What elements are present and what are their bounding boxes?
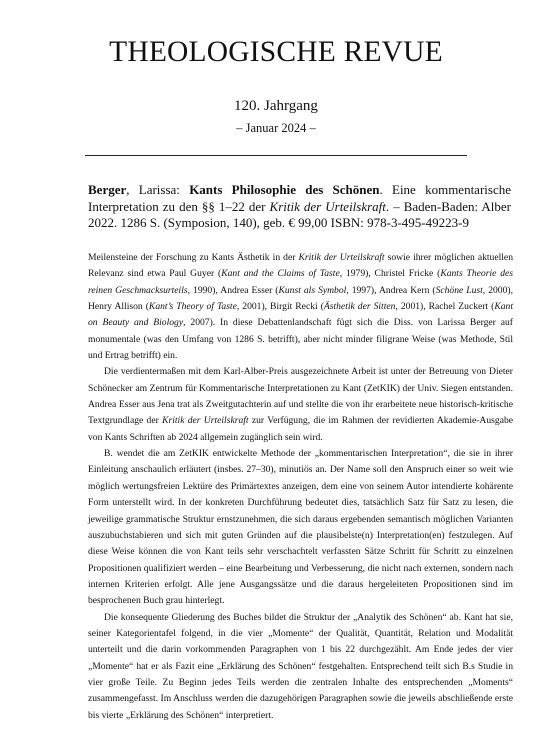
paragraph-3	[88, 446, 513, 609]
text-run: Die verdientermaßen mit dem Karl-Alber-Preis ausgezeichnete Arbeit ist unter der Betreuung von Dieter Schönecker am Zentrum für Kommentarische Interpretationen zu Kant (ZetKIK) der Univ. Siegen entstanden. Andrea Esser aus Jena trat als Zweitgutachterin auf und stellte die von ihr erarbeitete neue historisch-kritische Textgrundlage der	[88, 366, 513, 427]
italic-run: Kant on Beauty and Biology	[88, 301, 513, 329]
paragraph-4	[88, 610, 513, 724]
issue-label: – Januar 2024 –	[236, 121, 316, 135]
italic-run: Kant’s Theory of Taste	[148, 301, 237, 313]
text-run: Meilensteine der Forschung zu Kants Ästhetik in der	[88, 252, 299, 263]
paragraph-2	[88, 364, 513, 446]
book-subtitle: . Eine kommentarische Interpretation zu den §§ 1–22 der	[88, 182, 511, 214]
book-title: Kants Philosophie des Schönen	[189, 182, 380, 197]
text-run: , 1979), Christel Fricke (	[339, 268, 441, 280]
author-last-name: Berger	[88, 182, 127, 197]
review-body	[88, 250, 513, 724]
text-run: , 1997), Andrea Kern (	[346, 284, 436, 296]
italic-run: Kritik der Urteilskraft	[162, 415, 249, 427]
referenced-work: Kritik der Urteilskraft	[269, 198, 386, 214]
text-run: zur Verfügung, die im Rahmen der revidierten Akademie-Ausgabe von Kants Schriften ab 2024 allgemein zugänglich sein wird.	[88, 415, 514, 443]
text-run: , 2001), Rachel Zuckert (	[395, 301, 495, 313]
text-run: , 1990), Andrea Esser (	[187, 284, 279, 296]
text-run: sowie ihrer möglichen aktuellen Relevanz sind etwa Paul Guyer (	[88, 252, 513, 280]
italic-run: Kunst als Symbol	[278, 284, 347, 296]
text-run: , 2007). In diese Debattenlandschaft fügt sich die Diss. von Larissa Berger auf monumentale (was den Umfang von 1286 S. betrifft), aber nicht minder filigrane Weise (was Methode, Stil und Ertrag betrifft) ein.	[88, 317, 513, 362]
volume-label: 120. Jahrgang	[234, 98, 318, 114]
text-run: , 2001), Birgit Recki (	[236, 301, 324, 313]
paragraph-1	[88, 250, 513, 364]
bibliographic-entry	[88, 182, 511, 232]
italic-run: Kant and the Claims of Taste	[221, 268, 340, 280]
italic-run: Kants Theorie des reinen Geschmacksurteils	[88, 268, 514, 296]
text-run: B. wendet die am ZetKIK entwickelte Methode der „kommentarischen Interpretation“, die sie in ihrer Einleitung anschaulich erläutert (insbes. 27–30), minutiös an. Der Name soll den Anspruch einer so weit wie möglich wertungsfreien Lektüre des Primärtextes anzeigen, dem eine von seinem Autor intendierte kohärente Form unterstellt wird. In der konkreten Durchführung bedeutet dies, tatsächlich Satz für Satz zu lesen, die jeweilige grammatische Struktur ernstzunehmen, die sich daraus ergebenden semantisch möglichen Varianten auszubuchstabieren und sich mit guten Gründen auf die plausibelste(n) Interpretation(en) festzulegen. Auf diese Weise können die von Kant teils sehr verschachtelt verfassten Sätze Schritt für Schritt zu einzelnen Propositionen qualifiziert werden – eine Bearbeitung und Verbesserung, die nicht nach externen, sondern nach internen Kriterien erfolgt. Alle jene Ausgangssätze und die daraus hergeleiteten Propositionen sind im besprochenen Buch grau hinterlegt.	[88, 448, 513, 607]
text-run: , 2000), Henry Allison (	[88, 284, 513, 313]
text-run: Die konsequente Gliederung des Buches bildet die Struktur der „Analytik des Schönen“ ab. Kant hat sie, seiner Kategorientafel folgend, in die vier „Momente“ der Qualität, Quantität, Relation und Modalität unterteilt und die darin vorkommenden Paragraphen von 1 bis 22 durchgezählt. Am Ende jedes der vier „Momente“ hat er als Fazit eine „Erklärung des Schönen“ festgehalten. Entsprechend teilt sich B.s Studie in vier große Teile. Zu Beginn jedes Teils werden die zentralen Inhalte des entsprechenden „Moments“ zusammengefasst. Im Anschluss werden die dazugehörigen Paragraphen sowie die jeweils abschließende erste bis vierte „Erklärung des Schönen“ interpretiert.	[88, 611, 513, 721]
header-divider	[85, 155, 467, 156]
italic-run: Kritik der Urteilskraft	[298, 252, 385, 263]
journal-title: THEOLOGISCHE REVUE	[109, 36, 443, 68]
author-first-name: , Larissa:	[126, 182, 190, 197]
italic-run: Ästhetik der Sitten	[323, 301, 396, 313]
publication-details: . – Baden-Baden: Alber 2022. 1286 S. (Symposion, 140), geb. € 99,00 ISBN: 978-3-495-49223-9	[88, 198, 511, 230]
italic-run: Schöne Lust	[435, 284, 483, 296]
